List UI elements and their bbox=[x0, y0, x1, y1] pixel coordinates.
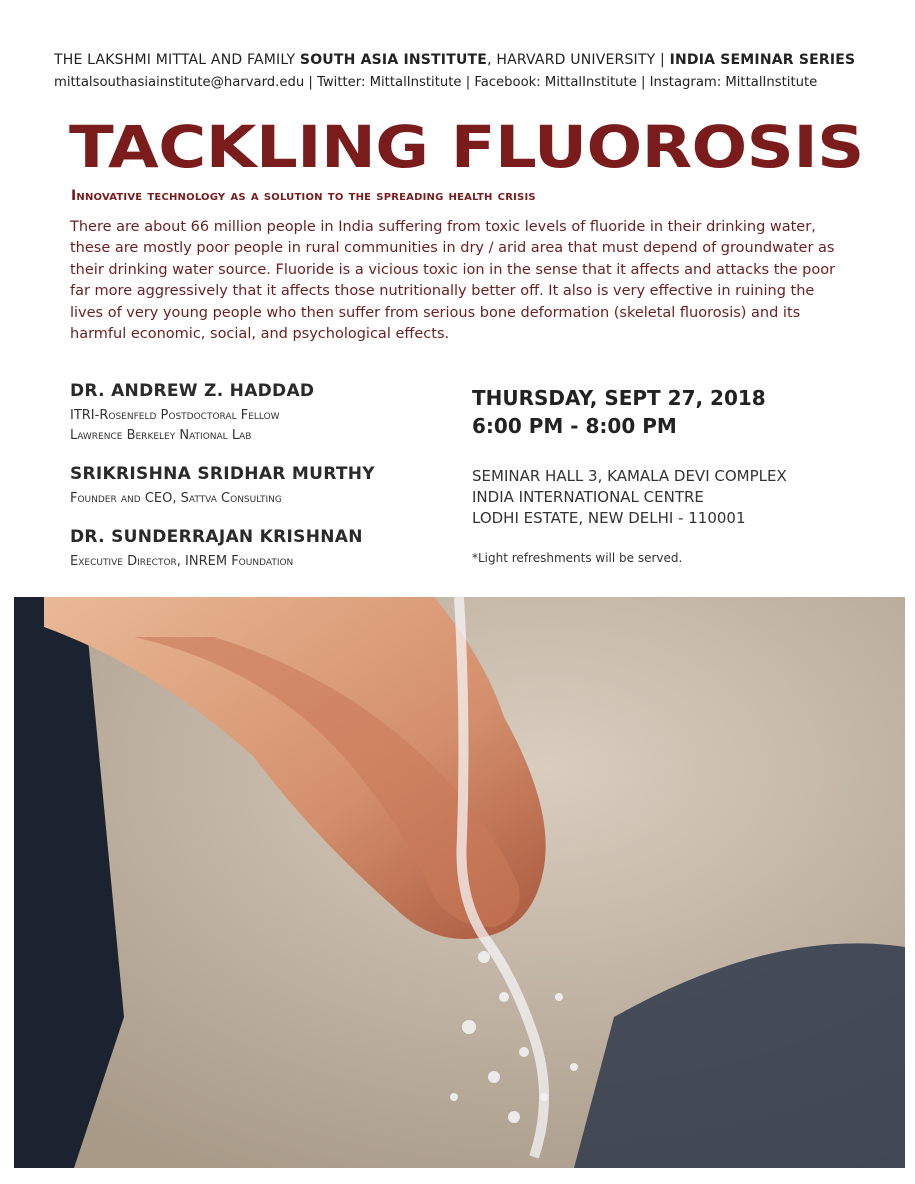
speaker-role: Founder and CEO, Sattva Consulting bbox=[70, 491, 282, 506]
speaker-haddad bbox=[70, 381, 450, 446]
speaker-role: ITRI-Rosenfeld Postdoctoral Fellow Lawrence Berkeley National Lab bbox=[70, 408, 280, 443]
event-time: 6:00 PM - 8:00 PM bbox=[472, 414, 677, 438]
speaker-name: DR. ANDREW Z. HADDAD bbox=[70, 381, 315, 401]
intro-paragraph: There are about 66 million people in India suffering from toxic levels of fluoride in their drinking water, these are mostly poor people in rural communities in dry / arid area that must depend of groundwater as their drinking water source. Fluoride is a vicious toxic ion in the sense that it affects and attacks the poor far more aggressively that it affects those nutritionally better off. It also is very effective in ruining the lives of very young people who then suffer from serious bone deformation (skeletal fluorosis) and its harmful economic, social, and psychological effects. bbox=[70, 219, 836, 343]
speaker-name: SRIKRISHNA SRIDHAR MURTHY bbox=[70, 464, 375, 484]
speaker-krishnan bbox=[70, 527, 450, 572]
event-venue: SEMINAR HALL 3, KAMALA DEVI COMPLEX INDIA INTERNATIONAL CENTRE LODHI ESTATE, NEW DELHI - 110001 bbox=[472, 467, 787, 527]
contact-line: mittalsouthasiainstitute@harvard.edu | Twitter: MittalInstitute | Facebook: MittalInstitute | Instagram: MittalInstitute bbox=[54, 75, 818, 90]
header bbox=[54, 52, 874, 90]
speakers-list bbox=[70, 381, 450, 590]
speaker-role: Executive Director, INREM Foundation bbox=[70, 554, 294, 569]
event-date: THURSDAY, SEPT 27, 2018 bbox=[472, 386, 766, 410]
hands-water-photo bbox=[14, 597, 905, 1168]
institute-line: THE LAKSHMI MITTAL AND FAMILY SOUTH ASIA INSTITUTE, HARVARD UNIVERSITY | INDIA SEMINAR SERIES bbox=[54, 52, 856, 68]
refreshments-note: *Light refreshments will be served. bbox=[472, 551, 683, 565]
page-title: TACKLING FLUOROSIS bbox=[69, 113, 864, 181]
speaker-name: DR. SUNDERRAJAN KRISHNAN bbox=[70, 527, 363, 547]
speaker-murthy bbox=[70, 464, 450, 509]
event-details bbox=[472, 384, 872, 565]
page-subtitle: Innovative technology as a solution to the spreading health crisis bbox=[71, 188, 536, 204]
